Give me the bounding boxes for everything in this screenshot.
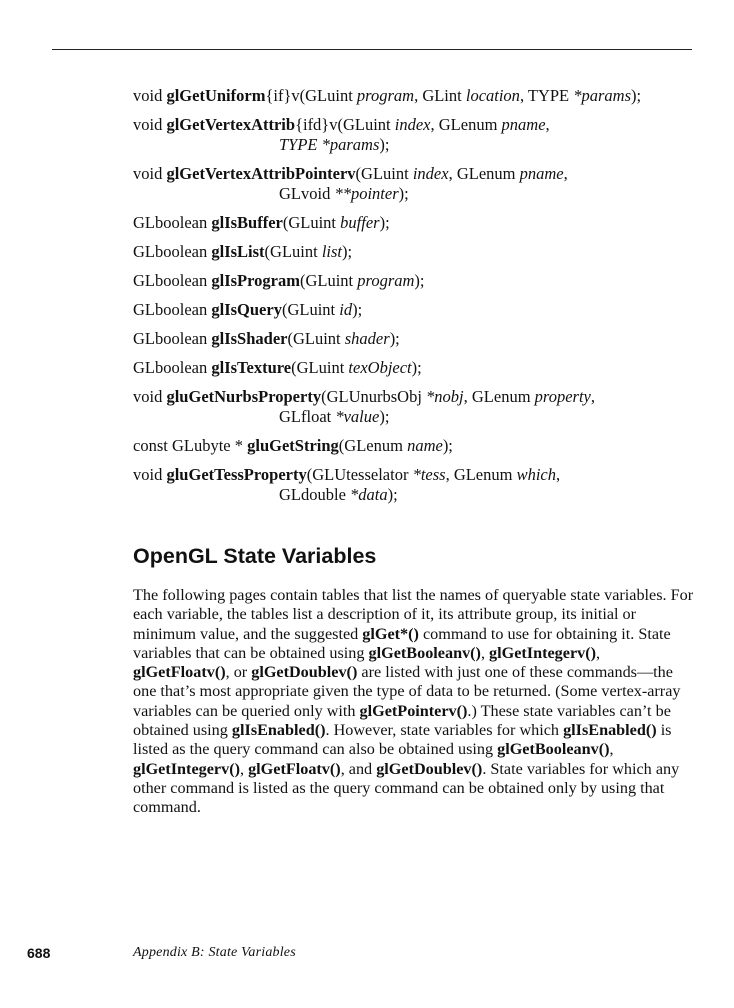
italic-run: program [356,86,415,105]
text-run: {ifd}v(GLuint [295,115,395,134]
italic-run: *nobj [426,387,464,406]
section-heading: OpenGL State Variables [133,544,377,568]
text-run: . State variables for which any other command is listed as the query command can be obtained only by using that command. [133,759,680,817]
declaration-continuation [133,485,713,505]
italic-run: texObject [348,358,412,377]
text-run: GLboolean [133,300,212,319]
declaration-continuation [133,135,713,155]
function-declaration [133,436,713,456]
text-run: , [239,759,249,778]
text-run: GLdouble [279,485,351,504]
bold-run: glGetDoublev() [376,759,483,778]
text-run: , or [225,663,252,682]
italic-run: pname [501,115,546,134]
declaration-line [133,300,713,320]
text-run: ); [342,242,353,261]
text-run: .) These state variables can’t be obtained using [133,701,671,740]
bold-run: glGet*() [362,624,419,643]
italic-run: *value [335,407,380,426]
italic-run: index [412,164,449,183]
text-run: , [480,643,490,662]
declaration-line [133,329,713,349]
bold-run: glIsShader [211,329,288,348]
text-run: GLboolean [133,358,212,377]
bold-run: glIsEnabled() [231,721,326,740]
italic-run: list [321,242,343,261]
text-run: (GLuint [282,213,341,232]
text-run: command to use for obtaining it. State variables that can be obtained using [133,624,671,662]
text-run: (GLUnurbsObj [321,387,427,406]
bold-run: glGetFloatv() [248,759,341,778]
italic-run: *data [350,485,388,504]
bold-run: gluGetString [247,436,339,455]
declaration-continuation [133,184,713,204]
text-run: ); [398,184,409,203]
text-run: ); [411,358,422,377]
text-run: (GLuint [281,300,340,319]
text-run: , GLenum [463,387,535,406]
text-run: ); [414,271,425,290]
function-declaration [133,164,713,204]
text-run: (GLuint [264,242,322,261]
bold-run: glIsList [211,242,265,261]
text-run: void [133,115,167,134]
text-run: GLfloat [279,407,336,426]
declaration-line [133,465,713,485]
declaration-line [133,86,713,106]
text-run: GLvoid [279,184,335,203]
text-run: are listed with just one of these commands—the one that’s most appropriate given the type of data to be returned. (Some vertex-array variables can be queried only with [133,663,681,720]
bold-run: glIsEnabled() [563,721,657,740]
function-declaration [133,271,713,291]
bold-run: glGetUniform [166,86,266,105]
text-run: void [133,164,167,183]
text-run: , GLint [414,86,466,105]
declaration-line [133,387,713,407]
bold-run: glGetIntegerv() [133,759,240,778]
italic-run: shader [344,329,390,348]
italic-run: name [407,436,443,455]
text-run: is listed as the query command can also be obtained using [133,721,672,759]
text-run: GLboolean [133,213,212,232]
bold-run: glIsProgram [211,271,300,290]
italic-run: *params [573,86,632,105]
bold-run: glGetPointerv() [359,701,468,720]
text-run: , GLenum [448,164,520,183]
page-number: 688 [27,945,51,961]
running-title: Appendix B: State Variables [133,945,296,960]
bold-run: glGetFloatv() [133,663,226,682]
text-run: , GLenum [430,115,502,134]
bold-run: gluGetTessProperty [166,465,307,484]
header-rule [52,49,692,50]
declaration-line [133,115,713,135]
function-declaration [133,387,713,427]
bold-run: glIsTexture [211,358,292,377]
text-run: ); [631,86,642,105]
text-run: The following pages contain tables that list the names of queryable state variables. For each variable, the tables list a description of it, its attribute group, its initial or minimum value, and the suggested [133,586,694,643]
text-run: GLboolean [133,329,212,348]
text-run: , [590,387,595,406]
declaration-line [133,358,713,378]
function-declaration [133,115,713,155]
bold-run: glGetBooleanv() [497,740,610,759]
text-run: void [133,387,167,406]
text-run: GLboolean [133,271,212,290]
bold-run: glGetVertexAttribPointerv [166,164,356,183]
italic-run: location [465,86,520,105]
text-run: ); [387,485,398,504]
declaration-line [133,213,713,233]
text-run: ); [379,213,390,232]
bold-run: glIsBuffer [211,213,283,232]
text-run: , [545,115,550,134]
text-run: , [563,164,568,183]
text-run: (GLuint [291,358,349,377]
text-run: ); [389,329,400,348]
bold-run: glGetVertexAttrib [166,115,296,134]
text-run: (GLenum [338,436,408,455]
bold-run: glGetBooleanv() [368,643,481,662]
italic-run: *tess [412,465,446,484]
declaration-continuation [133,407,713,427]
text-run: {if}v(GLuint [265,86,357,105]
function-declaration [133,300,713,320]
declaration-line [133,164,713,184]
text-run: (GLuint [355,164,413,183]
text-run: ); [442,436,453,455]
function-declarations [133,86,713,514]
function-declaration [133,86,713,106]
italic-run: id [339,300,353,319]
text-run: const GLubyte * [133,436,248,455]
bold-run: glIsQuery [211,300,282,319]
declaration-line [133,271,713,291]
text-run: , and [340,759,377,778]
italic-run: TYPE *params [279,135,380,154]
italic-run: index [394,115,431,134]
text-run: , [596,643,601,662]
text-run: ); [379,135,390,154]
function-declaration [133,329,713,349]
text-run: , [609,740,614,759]
text-run: , GLenum [445,465,517,484]
text-run: (GLUtesselator [306,465,413,484]
function-declaration [133,213,713,233]
italic-run: **pointer [334,184,399,203]
italic-run: pname [519,164,564,183]
italic-run: which [516,465,557,484]
italic-run: program [357,271,415,290]
text-run: (GLuint [287,329,345,348]
bold-run: glGetDoublev() [251,663,358,682]
function-declaration [133,358,713,378]
italic-run: buffer [340,213,380,232]
text-run: ); [352,300,363,319]
bold-run: gluGetNurbsProperty [166,387,322,406]
italic-run: property [534,387,591,406]
text-run: GLboolean [133,242,212,261]
function-declaration [133,242,713,262]
text-run: void [133,86,167,105]
text-run: , [556,465,561,484]
text-run: . However, state variables for which [325,721,564,740]
text-run: ); [379,407,390,426]
function-declaration [133,465,713,505]
declaration-line [133,436,713,456]
text-run: (GLuint [299,271,358,290]
declaration-line [133,242,713,262]
bold-run: glGetIntegerv() [489,643,597,662]
text-run: void [133,465,167,484]
text-run: , TYPE [519,86,574,105]
body-paragraph [133,586,698,818]
